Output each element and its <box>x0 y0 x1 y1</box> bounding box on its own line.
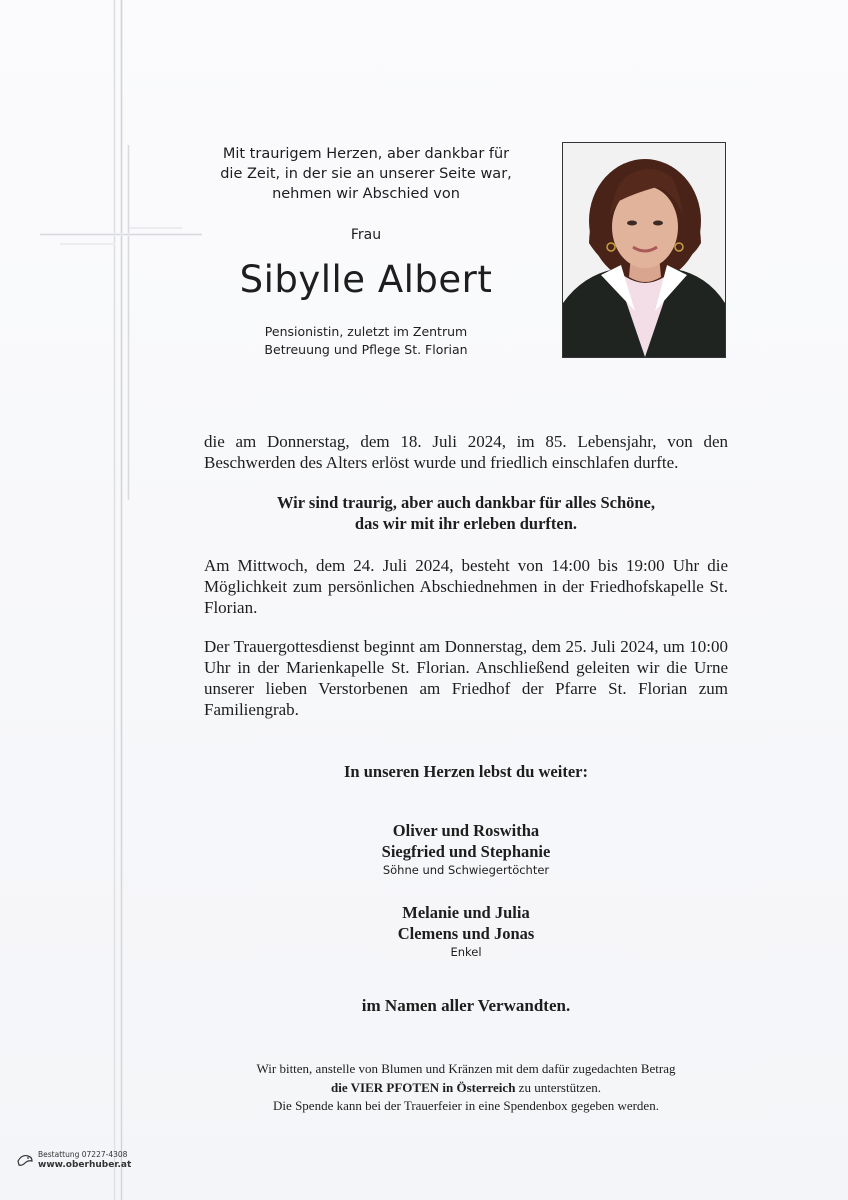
salutation: Frau <box>350 227 382 243</box>
portrait-photo <box>562 142 726 358</box>
company-label: Bestattung <box>38 1150 80 1159</box>
bird-logo-icon <box>16 1151 34 1169</box>
motto <box>204 492 728 534</box>
donation-line <box>180 1079 752 1098</box>
closing-line: im Namen aller Verwandten. <box>361 996 571 1015</box>
death-notice-paragraph: die am Donnerstag, dem 18. Juli 2024, im 85. Lebensjahr, von den Beschwerden des Alters erlöst wurde und friedlich einschlafen durfte. <box>204 432 728 472</box>
portrait-illustration <box>563 143 725 357</box>
family-role: Söhne und Schwiegertöchter <box>382 863 550 877</box>
funeral-home-footer <box>16 1150 131 1170</box>
funeral-home-info <box>38 1150 131 1170</box>
cross-vertical-line <box>113 0 116 1200</box>
deceased-name: Sibylle Albert <box>239 258 493 301</box>
donation-request <box>180 1060 752 1116</box>
intro-line: Mit traurigem Herzen, aber dankbar für <box>222 146 510 162</box>
service-paragraph: Der Trauergottesdienst beginnt am Donnerstag, dem 25. Juli 2024, um 10:00 Uhr in der Marienkapelle St. Florian. Anschließend geleiten wir die Urne unserer lieben Verstorbenen am Friedhof der Pfarre St. Florian zum Familiengrab. <box>204 637 728 719</box>
family-names: Melanie und Julia <box>402 903 530 922</box>
donation-line: Die Spende kann bei der Trauerfeier in eine Spendenbox gegeben werden. <box>273 1098 659 1113</box>
cross-vertical-line <box>120 0 123 1200</box>
occupation <box>220 323 512 359</box>
cross-horizontal-line <box>40 233 202 236</box>
charity-name: die VIER PFOTEN in Österreich <box>331 1079 516 1095</box>
donation-line: Wir bitten, anstelle von Blumen und Kränzen mit dem dafür zugedachten Betrag <box>256 1061 676 1076</box>
cross-horizontal-line <box>60 243 115 245</box>
company-website[interactable]: www.oberhuber.at <box>38 1160 132 1170</box>
family-group-sons <box>304 820 628 878</box>
family-names: Siegfried und Stephanie <box>381 842 551 861</box>
company-phone: 07227-4308 <box>81 1150 128 1159</box>
donation-line-rest: zu unterstützen. <box>515 1079 601 1095</box>
motto-line: Wir sind traurig, aber auch dankbar für alles Schöne, <box>276 493 656 512</box>
heart-line: In unseren Herzen lebst du weiter: <box>344 762 588 781</box>
family-names: Oliver und Roswitha <box>392 821 540 840</box>
viewing-paragraph: Am Mittwoch, dem 24. Juli 2024, besteht von 14:00 bis 19:00 Uhr die Möglichkeit zum persönlichen Abschiednehmen in der Friedhofskapelle St. Florian. <box>204 556 728 617</box>
occupation-line: Betreuung und Pflege St. Florian <box>264 342 468 357</box>
cross-vertical-line <box>127 145 130 500</box>
family-role: Enkel <box>450 945 482 959</box>
family-names: Clemens und Jonas <box>397 924 535 943</box>
intro-text <box>200 144 532 204</box>
motto-line: das wir mit ihr erleben durften. <box>354 514 578 533</box>
occupation-line: Pensionistin, zuletzt im Zentrum <box>264 324 468 339</box>
family-group-grandchildren <box>304 902 628 960</box>
intro-line: nehmen wir Abschied von <box>272 186 460 202</box>
intro-line: die Zeit, in der sie an unserer Seite war, <box>220 166 512 182</box>
cross-horizontal-line <box>130 227 182 229</box>
